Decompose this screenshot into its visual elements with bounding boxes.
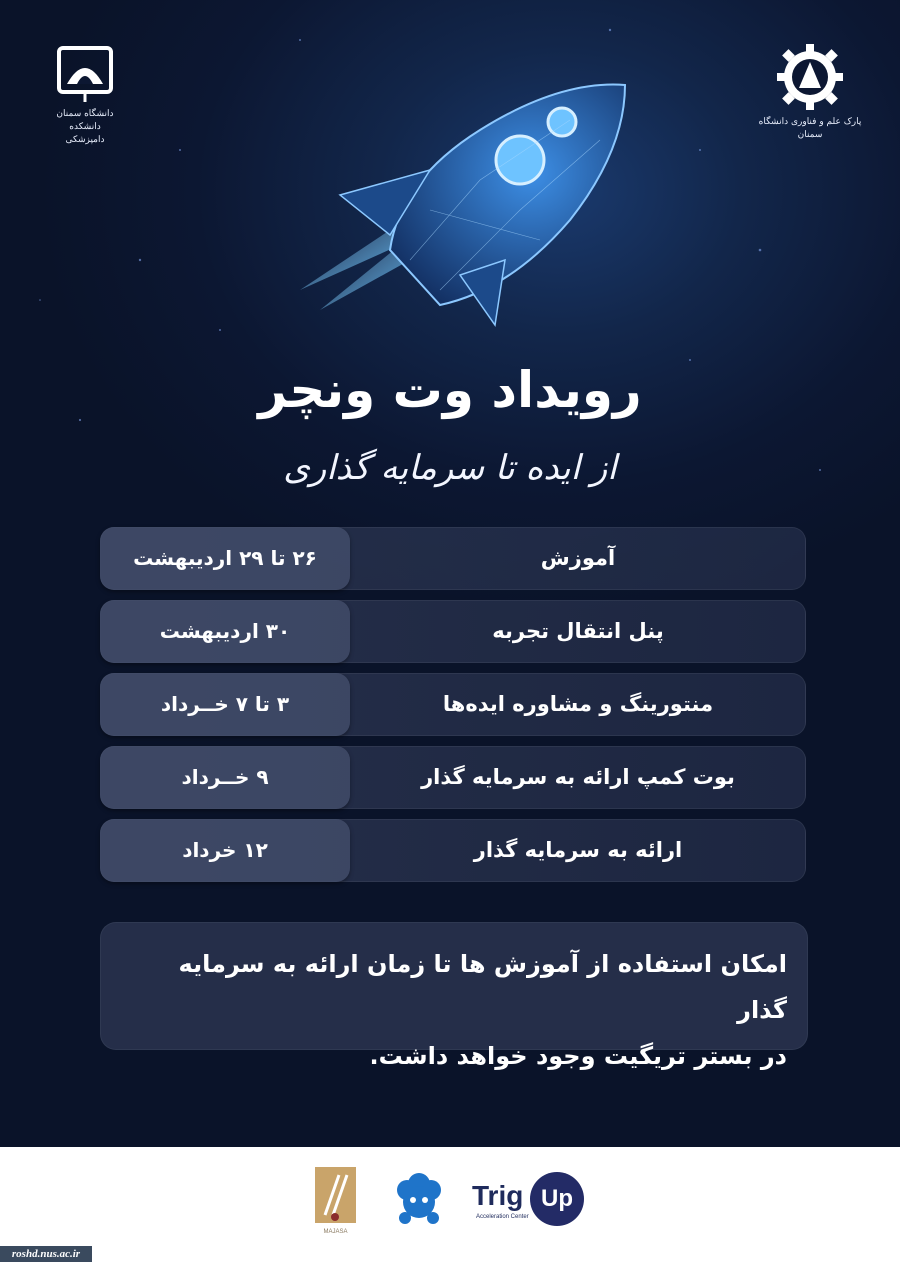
- note-line-1: امکان استفاده از آموزش ها تا زمان ارائه به سرمایه گذار: [178, 950, 787, 1024]
- schedule-row-experience-panel: [100, 600, 806, 663]
- majasa-label: MAJASA: [323, 1229, 348, 1235]
- university-crest-icon: [55, 44, 115, 104]
- cloud-mascot-logo-icon: [393, 1172, 445, 1228]
- science-park-logo-right: [758, 42, 862, 142]
- right-logo-caption: پارک علم و فناوری دانشگاه سمنان: [758, 117, 862, 140]
- row-date: ۳۰ اردیبهشت: [159, 619, 291, 643]
- university-logo-left: [50, 44, 120, 147]
- event-title: رویداد وت ونچر: [258, 361, 642, 419]
- row-date: ۹ خــرداد: [181, 765, 269, 789]
- majasa-logo-icon: [313, 1165, 358, 1235]
- schedule-list: [100, 527, 806, 892]
- note-line-2: در بستر تریگیت وجود خواهد داشت.: [369, 1042, 787, 1070]
- left-logo-caption-1: دانشگاه سمنان: [56, 109, 114, 119]
- schedule-row-training: [100, 527, 806, 590]
- row-date: ۱۲ خرداد: [182, 838, 268, 862]
- row-label: بوت کمپ ارائه به سرمایه گذار: [421, 765, 735, 789]
- rocket-illustration: [280, 60, 660, 330]
- row-label: آموزش: [540, 546, 616, 570]
- trigup-subtitle: Acceleration Center: [476, 1214, 529, 1220]
- schedule-row-bootcamp: [100, 746, 806, 809]
- row-label: ارائه به سرمایه گذار: [473, 838, 683, 862]
- up-circle: Up: [530, 1172, 584, 1226]
- event-subtitle: از ایده تا سرمایه گذاری: [283, 448, 617, 488]
- row-date: ۳ تا ۷ خــرداد: [160, 692, 290, 716]
- schedule-row-mentoring: [100, 673, 806, 736]
- row-label: پنل انتقال تجربه: [492, 619, 664, 643]
- gear-crest-icon: [775, 42, 845, 112]
- trigup-logo: [472, 1170, 587, 1226]
- site-badge: roshd.nus.ac.ir: [0, 1246, 92, 1262]
- schedule-row-investor-pitch: [100, 819, 806, 882]
- trig-word: Trig: [472, 1180, 524, 1211]
- note-text: [121, 941, 787, 1079]
- row-label: منتورینگ و مشاوره ایده‌ها: [442, 692, 714, 716]
- sponsor-footer: [0, 1147, 900, 1273]
- left-logo-caption-2: دانشکده دامپزشکی: [65, 122, 105, 145]
- row-date: ۲۶ تا ۲۹ اردیبهشت: [133, 546, 317, 570]
- info-note: [100, 922, 808, 1070]
